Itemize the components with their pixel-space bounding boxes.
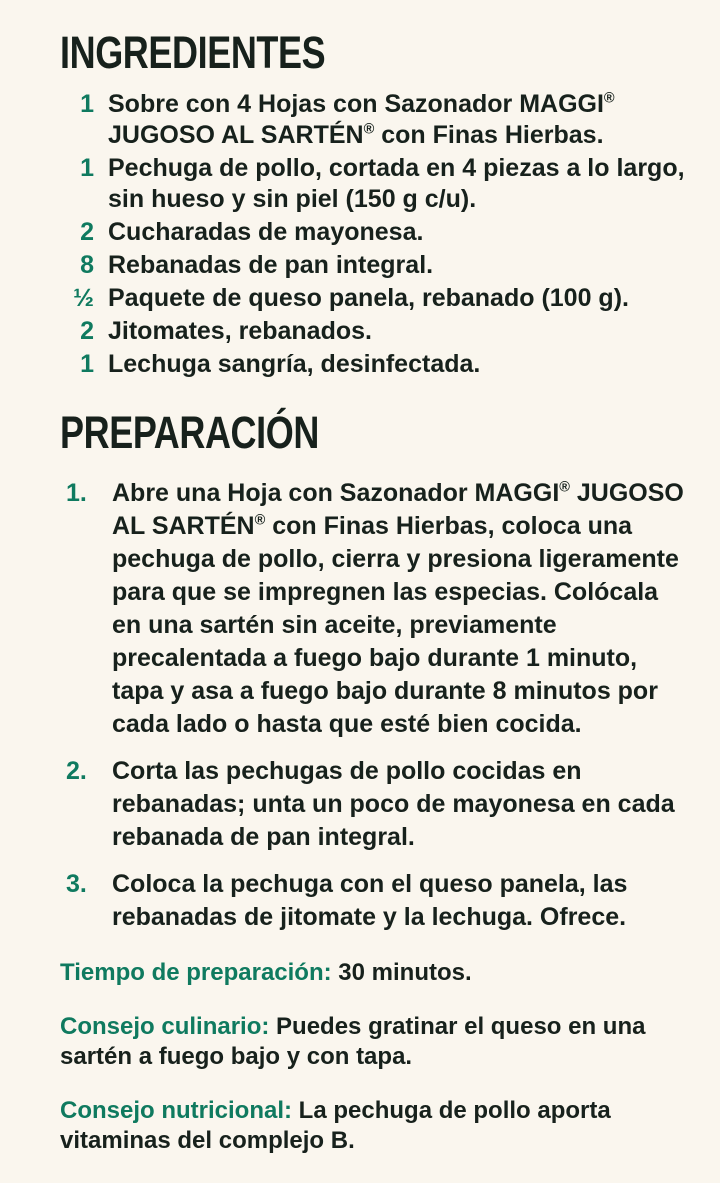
note-label: Tiempo de preparación: [60,959,332,986]
step-text: Abre una Hoja con Sazonador MAGGI® JUGOSO AL SARTÉN® con Finas Hierbas, coloca una pechuga de pollo, cierra y presiona ligeramente para que se impregnen las especias. Colócala en una sartén sin aceite, previamente precalentada a fuego bajo durante 1 minuto, tapa y asa a fuego bajo durante 8 minutos por cada lado o hasta que esté bien cocida. [112,479,684,738]
ingredient-item [60,250,692,281]
registered-mark: ® [363,121,375,138]
ingredient-quantity: 8 [80,251,94,279]
step-number: 2. [66,757,87,785]
ingredient-item [60,89,692,151]
ingredient-text: Cucharadas de mayonesa. [108,218,424,246]
step-number: 1. [66,479,87,507]
ingredient-quantity: 2 [80,317,94,345]
ingredient-item [60,217,692,248]
note-value: 30 minutos. [331,959,472,986]
step-text: Corta las pechugas de pollo cocidas en rebanadas; unta un poco de mayonesa en cada rebanada de pan integral. [112,757,675,851]
ingredient-quantity: ½ [73,284,94,312]
ingredient-text: Paquete de queso panela, rebanado (100 g). [108,284,629,312]
registered-mark: ® [254,512,266,529]
notes-block [60,958,692,1156]
ingredient-text: Lechuga sangría, desinfectada. [108,350,481,378]
ingredient-text: Rebanadas de pan integral. [108,251,434,279]
note-line [60,1096,692,1156]
ingredients-list [60,89,692,380]
preparation-step [60,477,692,741]
ingredient-item [60,349,692,380]
registered-mark: ® [559,479,570,496]
preparation-heading: PREPARACIÓN [60,407,319,458]
ingredient-text: Jitomates, rebanados. [108,317,372,345]
note-label: Consejo nutricional: [60,1097,293,1124]
preparation-step [60,868,692,934]
step-number: 3. [66,870,87,898]
ingredient-quantity: 1 [80,90,94,118]
preparation-step [60,755,692,854]
ingredient-quantity: 1 [80,154,94,182]
ingredient-quantity: 1 [80,350,94,378]
ingredient-item [60,153,692,215]
ingredient-quantity: 2 [80,218,94,246]
ingredient-text: Pechuga de pollo, cortada en 4 piezas a lo largo, sin hueso y sin piel (150 g c/u). [108,154,685,213]
ingredient-item [60,283,692,314]
ingredient-text: Sobre con 4 Hojas con Sazonador MAGGI® JUGOSO AL SARTÉN® con Finas Hierbas. [108,90,615,149]
note-value: Puedes gratinar el queso en una sartén a fuego bajo y con tapa. [60,1013,646,1070]
note-label: Consejo culinario: [60,1013,270,1040]
step-text: Coloca la pechuga con el queso panela, las rebanadas de jitomate y la lechuga. Ofrece. [112,870,628,931]
ingredients-heading: INGREDIENTES [60,27,326,78]
registered-mark: ® [603,90,615,107]
note-line [60,958,692,988]
note-line [60,1012,692,1072]
note-value: La pechuga de pollo aporta vitaminas del complejo B. [60,1097,611,1154]
preparation-steps-list [60,477,692,934]
ingredient-item [60,316,692,347]
